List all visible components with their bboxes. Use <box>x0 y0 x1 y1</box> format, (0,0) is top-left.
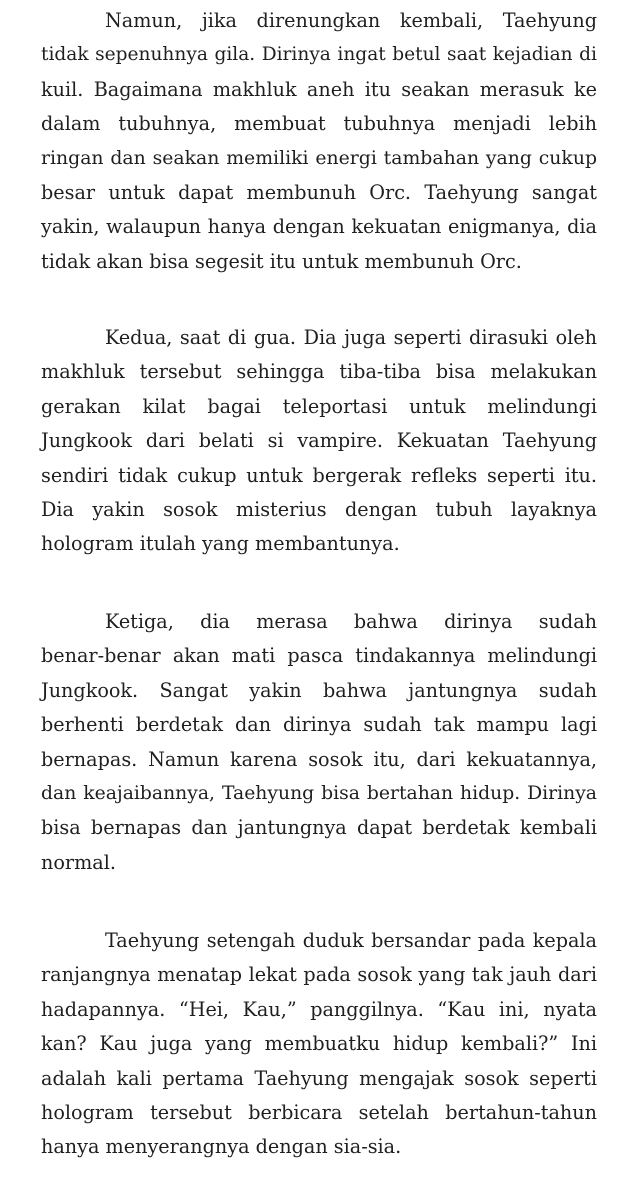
text-line: ringan dan seakan memiliki energi tambahan yang cukup <box>41 147 597 169</box>
text-line: yakin, walaupun hanya dengan kekuatan enigmanya, dia <box>41 215 597 239</box>
text-line: hanya menyerangnya dengan sia-sia. <box>41 1135 402 1159</box>
text-line: Dia yakin sosok misterius dengan tubuh layaknya <box>41 497 597 521</box>
text-line: hologram itulah yang membantunya. <box>41 532 400 556</box>
text-line: Jungkook dari belati si vampire. Kekuatan Taehyung <box>41 429 597 453</box>
text-line: bisa bernapas dan jantungnya dapat berdetak kembali <box>41 816 597 840</box>
text-line: tidak akan bisa segesit itu untuk membunuh Orc. <box>41 249 522 273</box>
text-line: Namun, jika direnungkan kembali, Taehyung <box>105 9 597 32</box>
text-line: Ketiga, dia merasa bahwa dirinya sudah <box>105 610 597 633</box>
text-line: benar-benar akan mati pasca tindakannya melindungi <box>41 644 597 668</box>
text-line: dalam tubuhnya, membuat tubuhnya menjadi lebih <box>41 112 597 136</box>
text-line: gerakan kilat bagai teleportasi untuk melindungi <box>41 394 597 418</box>
text-line: Jungkook. Sangat yakin bahwa jantungnya sudah <box>41 678 597 702</box>
paragraph-2 <box>41 321 597 562</box>
text-line: bernapas. Namun karena sosok itu, dari kekuatannya, <box>41 747 597 771</box>
paragraph-1 <box>41 4 597 279</box>
text-line: berhenti berdetak dan dirinya sudah tak mampu lagi <box>41 713 597 737</box>
text-line: kuil. Bagaimana makhluk aneh itu seakan merasuk ke <box>41 77 597 101</box>
text-line: makhluk tersebut sehingga tiba-tiba bisa melakukan <box>41 360 597 384</box>
text-line: kan? Kau juga yang membuatku hidup kembali?” Ini <box>41 1032 597 1056</box>
text-line: normal. <box>41 850 116 874</box>
text-line: tidak sepenuhnya gila. Dirinya ingat betul saat kejadian di <box>41 44 597 66</box>
text-line: Kedua, saat di gua. Dia juga seperti dirasuki oleh <box>105 326 597 349</box>
paragraph-3 <box>41 605 597 880</box>
paragraph-4 <box>41 924 597 1165</box>
text-line: hadapannya. “Hei, Kau,” panggilnya. “Kau ini, nyata <box>41 997 597 1021</box>
text-line: Taehyung setengah duduk bersandar pada kepala <box>105 929 597 952</box>
text-line: hologram tersebut berbicara setelah bertahun-tahun <box>41 1100 597 1124</box>
text-line: adalah kali pertama Taehyung mengajak sosok seperti <box>41 1066 597 1090</box>
text-line: ranjangnya menatap lekat pada sosok yang tak jauh dari <box>41 963 597 987</box>
text-line: sendiri tidak cukup untuk bergerak refleks seperti itu. <box>41 463 597 487</box>
text-line: besar untuk dapat membunuh Orc. Taehyung sangat <box>41 180 597 204</box>
text-line: dan keajaibannya, Taehyung bisa bertahan hidup. Dirinya <box>41 782 597 804</box>
